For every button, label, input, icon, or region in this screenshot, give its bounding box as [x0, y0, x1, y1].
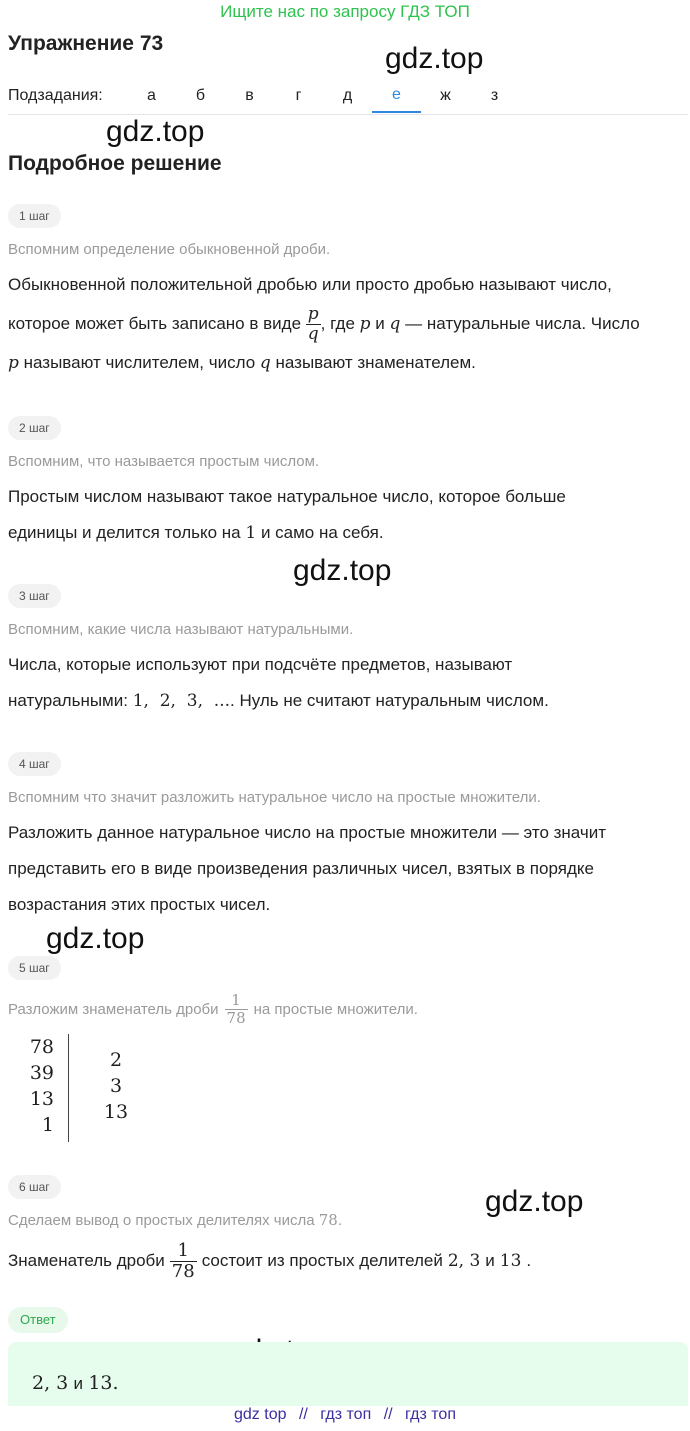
fraction-denominator: q: [307, 324, 319, 345]
fraction-numerator: p: [307, 304, 319, 325]
text-line: [8, 303, 684, 345]
step-badge: 6 шаг: [8, 1175, 61, 1199]
step-hint: Сделаем вывод о простых делителях числа 78.: [8, 1211, 343, 1229]
math-number: 1: [245, 523, 257, 543]
factor-value: 3: [109, 1075, 123, 1097]
math-number: 13.: [88, 1372, 119, 1394]
dividend-column: [28, 1034, 54, 1138]
subtasks-label: Подзадания:: [8, 87, 103, 104]
text-fragment: состоит из простых делителей: [201, 1251, 443, 1270]
text-fragment: которое может быть записано в виде: [8, 314, 302, 333]
step-badge: 3 шаг: [8, 584, 61, 608]
text-fragment: Разложим знаменатель дроби: [8, 1000, 219, 1018]
text-fragment: и: [375, 314, 385, 333]
text-fragment: . Нуль не считают натуральным числом.: [230, 691, 549, 710]
dividend-value: 78: [29, 1036, 54, 1058]
text-fragment: и: [73, 1374, 84, 1393]
answer-value: [32, 1372, 119, 1395]
text-fragment: Сделаем вывод о простых делителях числа: [8, 1212, 315, 1229]
watermark: gdz.top: [106, 115, 205, 148]
step-hint: Вспомним что значит разложить натуральное число на простые множители.: [8, 789, 541, 806]
fraction-p-over-q: [306, 305, 321, 343]
text-fragment: , где: [320, 314, 355, 333]
factor-value: 2: [109, 1049, 123, 1071]
text-line: Числа, которые используют при подсчёте предметов, называют: [8, 655, 513, 674]
text-line: Обыкновенной положительной дробью или просто дробью называют число,: [8, 275, 612, 294]
text-fragment: и само на себя.: [260, 523, 384, 542]
text-fragment: Знаменатель дроби: [8, 1251, 165, 1270]
step-text: Знаменатель дроби $\frac{1}{78}$ состоит из простых делителей 2, 3 и 13 .: [8, 1239, 532, 1282]
text-fragment: называют знаменателем.: [275, 353, 476, 372]
fraction-denominator: 78: [226, 1008, 246, 1027]
tab-zh[interactable]: ж: [440, 87, 451, 104]
fraction-1-over-78: [170, 1241, 197, 1282]
math-variable: q: [389, 314, 401, 334]
solution-heading: Подробное решение: [8, 152, 222, 175]
step-text: [8, 647, 684, 719]
tab-g[interactable]: г: [295, 87, 302, 104]
dividend-value: 1: [41, 1114, 54, 1136]
tab-v[interactable]: в: [245, 87, 254, 104]
text-fragment: и: [485, 1251, 495, 1270]
step-hint: [8, 986, 418, 1032]
tab-z[interactable]: з: [490, 87, 499, 104]
prime-decomposition: [28, 1034, 178, 1142]
tab-b[interactable]: б: [195, 87, 206, 104]
footer-link[interactable]: гдз топ: [405, 1406, 456, 1423]
step-text: [8, 815, 684, 923]
math-sequence: 1, 2, 3, ...: [132, 691, 230, 711]
text-line: [8, 683, 684, 719]
factor-value: 13: [103, 1101, 129, 1123]
step-text: [8, 267, 684, 381]
step-badge: 5 шаг: [8, 956, 61, 980]
math-number: 2, 3: [32, 1372, 69, 1394]
answer-badge: Ответ: [8, 1307, 68, 1333]
footer-links: [0, 1406, 690, 1424]
text-line: [8, 515, 684, 551]
tab-d[interactable]: д: [342, 87, 353, 104]
page-title: Упражнение 73: [8, 32, 164, 55]
text-fragment: на простые множители.: [253, 1000, 418, 1018]
text-fragment: — натуральные числа. Число: [405, 314, 640, 333]
decomposition-divider: [68, 1034, 69, 1142]
text-fragment: натуральными:: [8, 691, 128, 710]
footer-separator: //: [383, 1406, 393, 1423]
text-fragment: единицы и делится только на: [8, 523, 241, 542]
math-variable: p: [8, 353, 19, 373]
fraction-1-over-78: [225, 992, 248, 1026]
math-variable: p: [359, 314, 371, 334]
math-number: 13: [499, 1251, 522, 1271]
tab-e-active[interactable]: е: [372, 79, 421, 113]
step-hint: Вспомним, что называется простым числом.: [8, 453, 320, 470]
search-banner: Ищите нас по запросу ГДЗ ТОП: [220, 2, 470, 21]
tab-a[interactable]: а: [147, 87, 156, 104]
step-hint: Вспомним определение обыкновенной дроби.: [8, 241, 331, 258]
text-line: [8, 345, 684, 381]
text-line: Разложить данное натуральное число на простые множители — это значит: [8, 823, 607, 842]
dividend-value: 13: [29, 1088, 54, 1110]
text-line: Простым числом называют такое натуральное число, которое больше: [8, 487, 566, 506]
math-number: 2, 3: [447, 1251, 481, 1271]
math-variable: q: [259, 353, 271, 373]
fraction-numerator: 1: [170, 1241, 197, 1262]
step-badge: 4 шаг: [8, 752, 61, 776]
watermark: gdz.top: [385, 42, 484, 75]
dividend-value: 39: [29, 1062, 54, 1084]
text-line: возрастания этих простых чисел.: [8, 895, 271, 914]
footer-link[interactable]: гдз топ: [320, 1406, 372, 1423]
footer-link[interactable]: gdz top: [234, 1406, 287, 1423]
fraction-denominator: 78: [171, 1260, 195, 1282]
text-line: представить его в виде произведения различных чисел, взятых в порядке: [8, 859, 594, 878]
step-badge: 2 шаг: [8, 416, 61, 440]
watermark: gdz.top: [293, 554, 392, 587]
factor-column: [92, 1047, 140, 1125]
math-number: 78: [318, 1211, 338, 1229]
watermark: gdz.top: [46, 922, 145, 955]
watermark: gdz.top: [485, 1185, 584, 1218]
text-fragment: называют числителем, число: [23, 353, 256, 372]
step-text: [8, 479, 684, 551]
subtasks-tabs: [127, 79, 519, 113]
footer-separator: //: [298, 1406, 308, 1423]
fraction-numerator: 1: [225, 992, 248, 1010]
step-hint: Вспомним, какие числа называют натуральными.: [8, 621, 354, 638]
step-badge: 1 шаг: [8, 204, 61, 228]
